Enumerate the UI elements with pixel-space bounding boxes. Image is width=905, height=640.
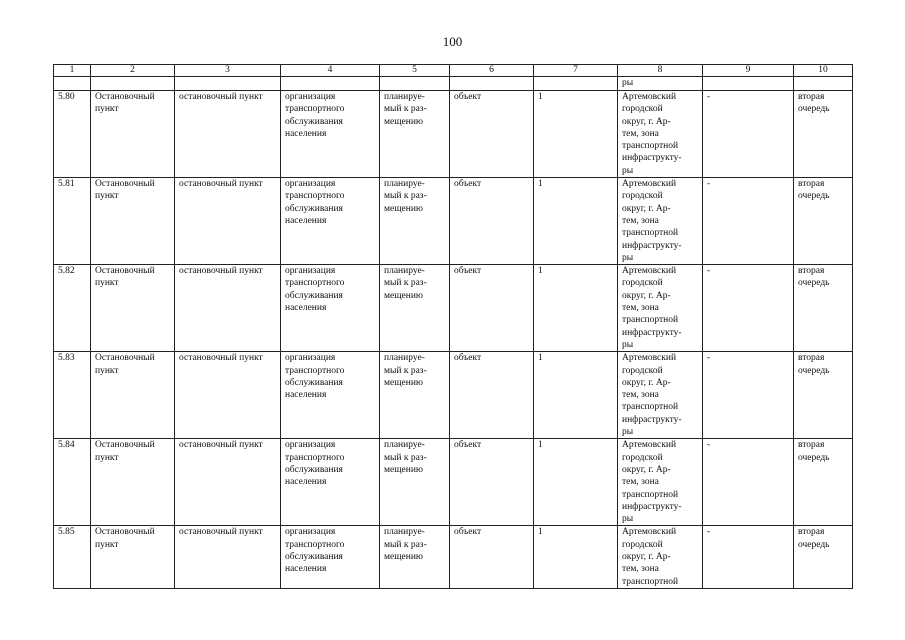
column-number: 3 [175,65,281,77]
object-status: планируе- мый к раз- мещению [384,266,427,301]
object-stage: вторая очередь [798,527,830,550]
object-status: планируе- мый к раз- мещению [384,179,427,214]
object-purpose: организация транспортного обслуживания населения [285,527,345,575]
object-name: Остановочный пункт [95,179,155,202]
object-kind: объект [454,92,482,102]
table-row [54,178,853,265]
row-number: 5.81 [58,179,75,190]
column-number: 9 [703,65,794,77]
object-type: остановочный пункт [179,353,263,364]
column-number-row [54,65,853,77]
object-stage: вторая очередь [798,92,830,115]
object-count: 1 [538,353,543,364]
object-status: планируе- мый к раз- мещению [384,440,427,475]
object-purpose: организация транспортного обслуживания населения [285,440,345,488]
object-count: 1 [538,179,543,190]
object-name: Остановочный пункт [95,440,155,463]
object-location: Артемовский городской округ, г. Ар- тем, зона транспортной [622,527,679,587]
column-number: 7 [534,65,618,77]
object-type: остановочный пункт [179,179,263,190]
object-zone: - [707,440,711,451]
object-status: планируе- мый к раз- мещению [384,527,427,562]
table-cell [450,77,534,91]
table-cell [281,77,380,91]
row-number: 5.82 [58,266,75,277]
object-stage: вторая очередь [798,179,830,202]
table-cell [794,77,853,91]
table-cell [91,77,175,91]
column-number: 5 [380,65,450,77]
object-count: 1 [538,266,543,277]
table-cell [54,77,91,91]
object-type: остановочный пункт [179,92,263,102]
column-number: 1 [54,65,91,77]
object-kind: объект [454,266,482,277]
row-number: 5.80 [58,92,75,102]
object-stage: вторая очередь [798,266,830,289]
object-name: Остановочный пункт [95,266,155,289]
object-type: остановочный пункт [179,266,263,277]
object-purpose: организация транспортного обслуживания населения [285,353,345,401]
object-location: Артемовский городской округ, г. Ар- тем, зона транспортной инфраструкту- ры [622,353,682,438]
table-cell [703,77,794,91]
object-count: 1 [538,527,543,538]
table-row [54,91,853,178]
table-row [54,265,853,352]
table-row [54,526,853,588]
table-cell [534,77,618,91]
continuation-row [54,77,853,91]
object-name: Остановочный пункт [95,92,155,115]
table-row [54,352,853,439]
object-kind: объект [454,179,482,190]
object-name: Остановочный пункт [95,527,155,550]
objects-table [53,64,853,589]
object-count: 1 [538,92,543,102]
object-status: планируе- мый к раз- мещению [384,92,427,127]
object-status: планируе- мый к раз- мещению [384,353,427,388]
object-zone: - [707,353,711,364]
object-zone: - [707,179,711,190]
column-number: 2 [91,65,175,77]
object-type: остановочный пункт [179,440,263,451]
column-number: 10 [794,65,853,77]
object-kind: объект [454,440,482,451]
object-kind: объект [454,353,482,364]
object-name: Остановочный пункт [95,353,155,376]
object-count: 1 [538,440,543,451]
column-number: 6 [450,65,534,77]
object-location: Артемовский городской округ, г. Ар- тем, зона транспортной инфраструкту- ры [622,92,682,176]
object-location: Артемовский городской округ, г. Ар- тем, зона транспортной инфраструкту- ры [622,440,682,525]
object-purpose: организация транспортного обслуживания населения [285,179,345,226]
object-stage: вторая очередь [798,353,830,376]
table-row [54,439,853,526]
column-number: 8 [618,65,703,77]
table-cell [175,77,281,91]
object-location: Артемовский городской округ, г. Ар- тем, зона транспортной инфраструкту- ры [622,266,682,350]
object-purpose: организация транспортного обслуживания населения [285,92,345,139]
object-kind: объект [454,527,482,538]
page-number: 100 [442,34,463,49]
row-number: 5.83 [58,353,75,364]
table-cell [380,77,450,91]
object-location: Артемовский городской округ, г. Ар- тем, зона транспортной инфраструкту- ры [622,179,682,263]
object-zone: - [707,92,711,102]
object-type: остановочный пункт [179,527,263,538]
object-zone: - [707,527,711,538]
object-zone: - [707,266,711,277]
column-number: 4 [281,65,380,77]
row-number: 5.84 [58,440,75,451]
object-stage: вторая очередь [798,440,830,463]
row-number: 5.85 [58,527,75,538]
object-purpose: организация транспортного обслуживания населения [285,266,345,314]
table-cell: ры [618,77,703,91]
